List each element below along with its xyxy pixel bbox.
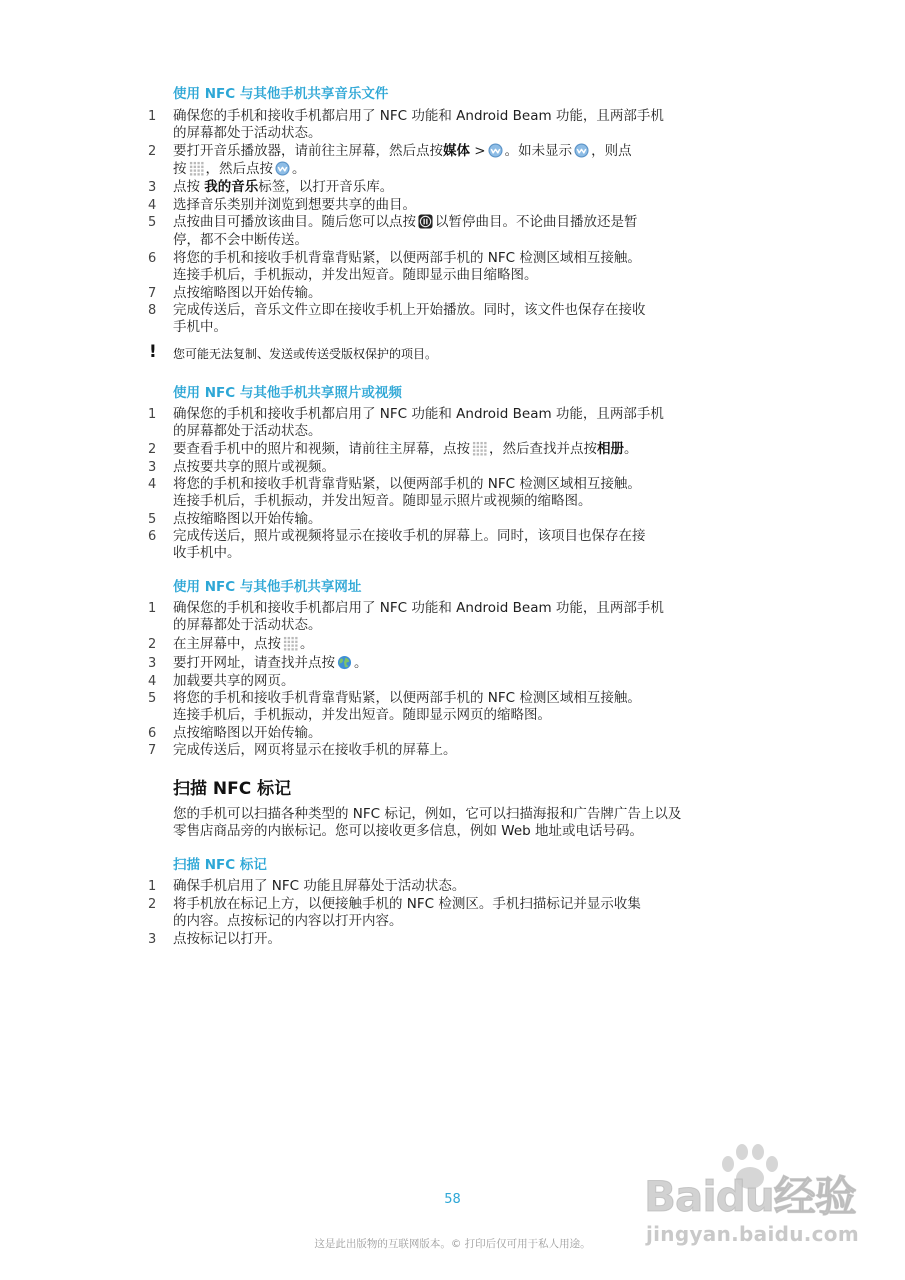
step-number: 4 bbox=[148, 477, 157, 492]
step-text-part: 。 bbox=[292, 161, 306, 177]
step-text-part: > bbox=[470, 143, 486, 159]
step-number: 8 bbox=[148, 303, 157, 318]
step-text bbox=[173, 655, 368, 672]
intro-paragraph: 您的手机可以扫描各种类型的 NFC 标记，例如，它可以扫描海报和广告牌广告上以及 bbox=[173, 806, 682, 822]
step-text bbox=[173, 161, 306, 178]
album-label: 相册 bbox=[597, 441, 624, 457]
step-text: 将您的手机和接收手机背靠背贴紧，以便两部手机的 NFC 检测区域相互接触。 bbox=[173, 690, 641, 706]
my-music-label: 我的音乐 bbox=[204, 179, 259, 195]
step-text bbox=[173, 214, 638, 231]
pause-icon bbox=[418, 214, 433, 229]
step-number: 6 bbox=[148, 251, 157, 266]
step-text: 点按缩略图以开始传输。 bbox=[173, 725, 322, 741]
step-text: 确保您的手机和接收手机都启用了 NFC 功能和 Android Beam 功能，且两部手机 bbox=[173, 406, 664, 422]
step-text-part: 以暂停曲目。不论曲目播放还是暂 bbox=[435, 214, 638, 230]
step-text: 确保您的手机和接收手机都启用了 NFC 功能和 Android Beam 功能，且两部手机 bbox=[173, 108, 664, 124]
warning-icon: ! bbox=[149, 342, 157, 362]
step-text: 连接手机后，手机振动，并发出短音。随即显示网页的缩略图。 bbox=[173, 707, 551, 723]
step-text: 选择音乐类别并浏览到想要共享的曲目。 bbox=[173, 197, 416, 213]
apps-grid-icon bbox=[283, 636, 298, 651]
step-text: 完成传送后，照片或视频将显示在接收手机的屏幕上。同时，该项目也保存在接 bbox=[173, 528, 646, 544]
intro-paragraph: 零售店商品旁的内嵌标记。您可以接收更多信息，例如 Web 地址或电话号码。 bbox=[173, 823, 644, 839]
apps-grid-icon bbox=[189, 161, 204, 176]
step-text: 点按要共享的照片或视频。 bbox=[173, 459, 335, 475]
step-number: 2 bbox=[148, 442, 157, 457]
step-text-part: ，然后查找并点按 bbox=[489, 441, 597, 457]
step-number: 3 bbox=[148, 180, 157, 195]
step-text: 点按缩略图以开始传输。 bbox=[173, 285, 322, 301]
step-text: 完成传送后，网页将显示在接收手机的屏幕上。 bbox=[173, 742, 457, 758]
step-text: 的屏幕都处于活动状态。 bbox=[173, 423, 322, 439]
walkman-icon bbox=[574, 143, 589, 158]
step-text-part: ，则点 bbox=[591, 143, 632, 159]
step-number: 5 bbox=[148, 512, 157, 527]
step-number: 7 bbox=[148, 286, 157, 301]
page-heading-scan-nfc: 扫描 NFC 标记 bbox=[173, 779, 292, 799]
step-text-part: 要查看手机中的照片和视频，请前往主屏幕，点按 bbox=[173, 441, 470, 457]
step-number: 1 bbox=[148, 601, 157, 616]
page-number: 58 bbox=[444, 1192, 461, 1207]
step-number: 5 bbox=[148, 691, 157, 706]
step-text bbox=[173, 179, 393, 196]
step-text: 完成传送后，音乐文件立即在接收手机上开始播放。同时，该文件也保存在接收 bbox=[173, 302, 646, 318]
step-number: 3 bbox=[148, 656, 157, 671]
step-text: 点按标记以打开。 bbox=[173, 931, 281, 947]
step-number: 1 bbox=[148, 879, 157, 894]
section-heading-share-photos: 使用 NFC 与其他手机共享照片或视频 bbox=[173, 385, 402, 401]
step-number: 6 bbox=[148, 726, 157, 741]
step-text-part: 。 bbox=[624, 441, 638, 457]
apps-grid-icon bbox=[472, 441, 487, 456]
step-number: 5 bbox=[148, 215, 157, 230]
step-text: 点按缩略图以开始传输。 bbox=[173, 511, 322, 527]
step-text: 将您的手机和接收手机背靠背贴紧，以便两部手机的 NFC 检测区域相互接触。 bbox=[173, 476, 641, 492]
baidu-watermark bbox=[640, 1140, 859, 1258]
step-text-part: ，然后点按 bbox=[205, 161, 273, 177]
step-number: 6 bbox=[148, 529, 157, 544]
step-text: 将手机放在标记上方，以便接触手机的 NFC 检测区。手机扫描标记并显示收集 bbox=[173, 896, 641, 912]
step-text: 将您的手机和接收手机背靠背贴紧，以便两部手机的 NFC 检测区域相互接触。 bbox=[173, 250, 641, 266]
step-text-part: 按 bbox=[173, 161, 187, 177]
step-text: 的内容。点按标记的内容以打开内容。 bbox=[173, 913, 403, 929]
section-heading-scan-nfc: 扫描 NFC 标记 bbox=[173, 857, 267, 873]
section-heading-share-url: 使用 NFC 与其他手机共享网址 bbox=[173, 579, 362, 595]
step-text: 确保手机启用了 NFC 功能且屏幕处于活动状态。 bbox=[173, 878, 466, 894]
step-text-part: 。如未显示 bbox=[504, 143, 573, 159]
step-text: 连接手机后，手机振动，并发出短音。随即显示照片或视频的缩略图。 bbox=[173, 493, 592, 509]
watermark-url: jingyan.baidu.com bbox=[646, 1222, 859, 1246]
step-text-part: 要打开网址，请查找并点按 bbox=[173, 655, 335, 671]
step-text: 连接手机后，手机振动，并发出短音。随即显示曲目缩略图。 bbox=[173, 267, 538, 283]
step-text-part: 。 bbox=[300, 636, 314, 652]
step-number: 7 bbox=[148, 743, 157, 758]
step-text bbox=[173, 441, 638, 458]
step-number: 4 bbox=[148, 198, 157, 213]
step-number: 1 bbox=[148, 109, 157, 124]
step-text: 手机中。 bbox=[173, 319, 227, 335]
step-text-part: 。 bbox=[354, 655, 368, 671]
step-text bbox=[173, 143, 632, 160]
step-text: 的屏幕都处于活动状态。 bbox=[173, 617, 322, 633]
step-text-part: 要打开音乐播放器，请前往主屏幕，然后点按 bbox=[173, 143, 443, 159]
section-heading-share-music: 使用 NFC 与其他手机共享音乐文件 bbox=[173, 86, 389, 102]
step-text bbox=[173, 636, 314, 653]
step-text-part: 在主屏幕中，点按 bbox=[173, 636, 281, 652]
step-number: 3 bbox=[148, 932, 157, 947]
walkman-icon bbox=[488, 143, 503, 158]
step-number: 2 bbox=[148, 144, 157, 159]
step-text-part: 标签，以打开音乐库。 bbox=[258, 179, 394, 195]
step-text: 停，都不会中断传送。 bbox=[173, 232, 308, 248]
step-number: 1 bbox=[148, 407, 157, 422]
step-text: 收手机中。 bbox=[173, 545, 241, 561]
browser-globe-icon bbox=[337, 655, 352, 670]
warning-note: 您可能无法复制、发送或传送受版权保护的项目。 bbox=[173, 347, 438, 361]
footer-note: 这是此出版物的互联网版本。© 打印后仅可用于私人用途。 bbox=[314, 1238, 591, 1250]
step-text: 的屏幕都处于活动状态。 bbox=[173, 125, 322, 141]
walkman-icon bbox=[275, 161, 290, 176]
watermark-brand: Baidu经验 bbox=[644, 1172, 856, 1221]
step-number: 2 bbox=[148, 637, 157, 652]
step-number: 4 bbox=[148, 674, 157, 689]
step-number: 2 bbox=[148, 897, 157, 912]
step-number: 3 bbox=[148, 460, 157, 475]
media-label: 媒体 bbox=[443, 143, 470, 159]
step-text-part: 点按曲目可播放该曲目。随后您可以点按 bbox=[173, 214, 416, 230]
step-text: 加载要共享的网页。 bbox=[173, 673, 295, 689]
step-text: 确保您的手机和接收手机都启用了 NFC 功能和 Android Beam 功能，且两部手机 bbox=[173, 600, 664, 616]
step-text-part: 点按 bbox=[173, 179, 205, 195]
